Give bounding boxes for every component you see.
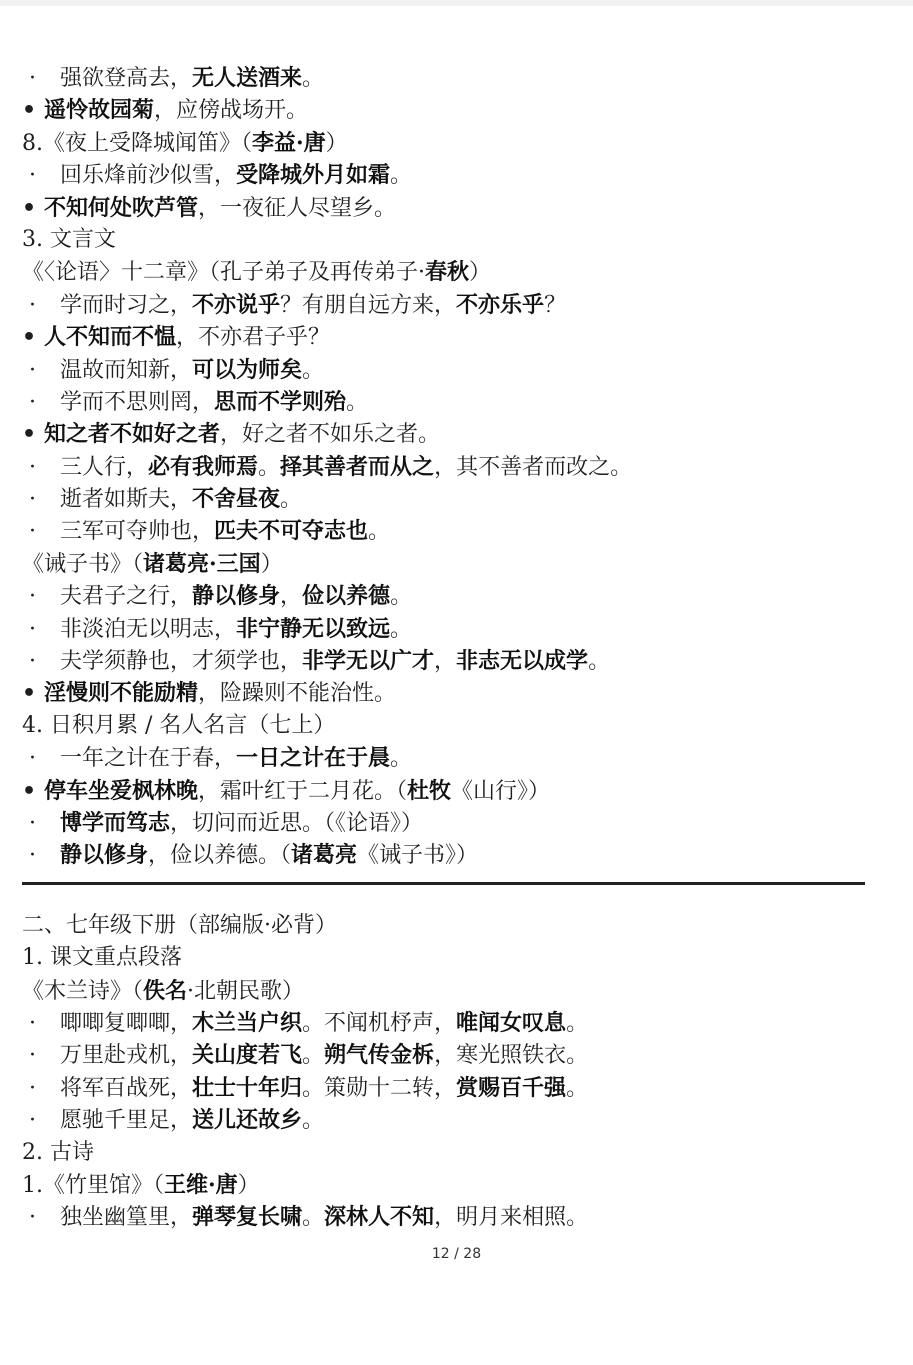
text-segment: 将军百战死，	[60, 1075, 193, 1101]
emphasized-text: 一日之计在于晨	[236, 745, 391, 772]
text-segment: 温故而知新，	[60, 357, 193, 383]
text-segment: 二、七年级下册（部编版·必背）	[22, 912, 337, 938]
text-segment: 。	[302, 357, 325, 383]
text-segment: 。	[346, 389, 369, 415]
emphasized-text: 择其善者而从之	[280, 453, 435, 480]
text-segment: 万里赴戎机，	[60, 1043, 193, 1069]
text-segment: 回乐烽前沙似雪，	[60, 163, 237, 189]
list-item	[22, 159, 882, 191]
section-heading	[22, 1169, 882, 1201]
bullet-marker: ·	[29, 843, 36, 869]
emphasized-text: 非学无以广才	[302, 648, 435, 675]
text-segment: 夫君子之行，	[60, 584, 193, 610]
bullet-marker: ·	[29, 810, 36, 836]
emphasized-text: 非志无以成学	[456, 648, 589, 675]
section-heading	[22, 710, 882, 742]
bullet-marker: ·	[29, 584, 36, 610]
emphasized-text: 遥怜故园菊	[44, 97, 155, 124]
emphasized-text: 诸葛亮·三国	[143, 550, 261, 577]
text-segment: ）	[260, 551, 283, 577]
emphasized-text: 送儿还故乡	[192, 1107, 303, 1134]
text-segment: 唧唧复唧唧，	[60, 1010, 193, 1036]
list-item	[22, 613, 882, 645]
text-segment: ）	[325, 130, 348, 156]
text-segment: 。	[302, 1205, 325, 1231]
list-item	[22, 418, 882, 450]
list-item	[22, 580, 882, 612]
text-segment: 。	[390, 746, 413, 772]
text-segment: 。	[566, 1075, 589, 1101]
emphasized-text: 思而不学则殆	[214, 388, 347, 415]
text-segment: ，险躁则不能治性。	[198, 681, 397, 707]
emphasized-text: 春秋	[425, 259, 470, 286]
bullet-marker: ·	[29, 1010, 36, 1036]
emphasized-text: 静以修身	[60, 842, 149, 869]
section-heading	[22, 224, 882, 256]
list-item	[22, 742, 882, 774]
text-segment: 1. 课文重点段落	[22, 945, 182, 971]
emphasized-text: 赏赐百千强	[456, 1074, 567, 1101]
text-segment: ，切问而近思。（《论语》）	[170, 810, 424, 836]
bullet-marker: ·	[29, 292, 36, 318]
emphasized-text: 不舍昼夜	[192, 486, 281, 513]
text-segment: ，好之者不如乐之者。	[220, 422, 441, 448]
list-item	[22, 289, 882, 321]
bullet-marker: •	[22, 195, 37, 221]
text-segment: 学而不思则罔，	[60, 389, 215, 415]
text-segment: 。	[368, 519, 391, 545]
list-item	[22, 807, 882, 839]
bullet-marker: •	[22, 681, 37, 707]
emphasized-text: 佚名	[143, 977, 188, 1004]
text-segment: ，	[280, 584, 303, 610]
list-item	[22, 677, 882, 709]
text-segment: ，应傍战场开。	[154, 98, 309, 124]
text-segment: ，其不善者而改之。	[434, 454, 633, 480]
text-segment: 。	[302, 1108, 325, 1134]
text-segment: ，不亦君子乎？	[176, 325, 331, 351]
list-item	[22, 1072, 882, 1104]
section-heading	[22, 942, 882, 974]
text-segment: 3. 文言文	[22, 226, 116, 252]
list-item	[22, 1104, 882, 1136]
text-segment: ，俭以养德。（	[148, 843, 292, 869]
bullet-marker: ·	[29, 163, 36, 189]
emphasized-text: 必有我师焉	[148, 453, 259, 480]
bullet-marker: ·	[29, 389, 36, 415]
bullet-marker: ·	[29, 1075, 36, 1101]
section-heading	[22, 256, 882, 288]
text-segment: 。	[390, 584, 413, 610]
text-segment: ，寒光照铁衣。	[434, 1043, 589, 1069]
section-heading	[22, 975, 882, 1007]
emphasized-text: 朔气传金柝	[324, 1042, 435, 1069]
text-segment: 。	[390, 163, 413, 189]
text-segment: 。策勋十二转，	[302, 1075, 457, 1101]
emphasized-text: 非宁静无以致远	[236, 615, 391, 642]
list-item	[22, 451, 882, 483]
bullet-marker: •	[22, 422, 37, 448]
text-segment: 夫学须静也，才须学也，	[60, 649, 303, 675]
list-item	[22, 515, 882, 547]
emphasized-text: 弹琴复长啸	[192, 1204, 303, 1231]
list-item	[22, 62, 882, 94]
emphasized-text: 无人送酒来	[192, 65, 303, 91]
bullet-marker: ·	[29, 357, 36, 383]
text-segment: 。	[302, 1043, 325, 1069]
text-segment: ，霜叶红于二月花。（	[198, 778, 408, 804]
text-segment: 愿驰千里足，	[60, 1108, 193, 1134]
emphasized-text: 壮士十年归	[192, 1074, 303, 1101]
bullet-marker: ·	[29, 1043, 36, 1069]
text-segment: 《山行》）	[451, 778, 551, 804]
emphasized-text: 唯闻女叹息	[456, 1009, 567, 1036]
text-segment: 。	[588, 649, 611, 675]
text-segment: 逝者如斯夫，	[60, 487, 193, 513]
emphasized-text: 不亦乐乎	[456, 291, 545, 318]
text-segment: 一年之计在于春，	[60, 746, 237, 772]
bullet-marker: •	[22, 325, 37, 351]
bullet-marker: ·	[29, 454, 36, 480]
emphasized-text: 深林人不知	[324, 1204, 435, 1231]
emphasized-text: 杜牧	[407, 777, 452, 804]
emphasized-text: 静以修身	[192, 583, 281, 610]
text-segment: ）	[469, 260, 492, 286]
emphasized-text: 木兰当户织	[192, 1009, 303, 1036]
emphasized-text: 可以为师矣	[192, 356, 303, 383]
text-segment: 。	[258, 454, 281, 480]
list-item	[22, 386, 882, 418]
text-segment: 。	[280, 487, 303, 513]
bullet-marker: ·	[29, 1108, 36, 1134]
text-segment: 。	[302, 66, 325, 91]
list-item	[22, 192, 882, 224]
bullet-marker: •	[22, 778, 37, 804]
text-segment: 学而时习之，	[60, 292, 193, 318]
text-segment: 《诫子书》（	[22, 551, 144, 577]
text-segment: 。不闻机杼声，	[302, 1010, 457, 1036]
list-item	[22, 354, 882, 386]
emphasized-text: 停车坐爱枫林晚	[44, 777, 199, 804]
text-segment: 《诫子书》）	[357, 843, 479, 869]
list-item	[22, 839, 882, 871]
text-segment: 2. 古诗	[22, 1139, 94, 1165]
bullet-marker: •	[22, 98, 37, 124]
section-divider	[22, 872, 882, 910]
text-segment: ？	[544, 292, 567, 318]
list-item	[22, 483, 882, 515]
bullet-marker: ·	[29, 649, 36, 675]
emphasized-text: 淫慢则不能励精	[44, 680, 199, 707]
emphasized-text: 人不知而不愠	[44, 324, 177, 351]
list-item	[22, 321, 882, 353]
emphasized-text: 知之者不如好之者	[44, 421, 221, 448]
bullet-marker: ·	[29, 66, 36, 91]
text-segment: 非淡泊无以明志，	[60, 616, 237, 642]
list-item	[22, 645, 882, 677]
text-segment: 三军可夺帅也，	[60, 519, 215, 545]
divider-line	[22, 882, 865, 885]
bullet-marker: ·	[29, 616, 36, 642]
page-number: 12 / 28	[431, 1246, 482, 1262]
emphasized-text: 关山度若飞	[192, 1042, 303, 1069]
emphasized-text: 俭以养德	[302, 583, 391, 610]
text-segment: 三人行，	[60, 454, 149, 480]
text-segment: 。	[390, 616, 413, 642]
text-segment: 。	[566, 1010, 589, 1036]
emphasized-text: 不亦说乎	[192, 291, 281, 318]
text-segment: ·北朝民歌）	[187, 978, 305, 1004]
emphasized-text: 匹夫不可夺志也	[214, 518, 369, 545]
emphasized-text: 博学而笃志	[60, 809, 171, 836]
text-segment: ？有朋自远方来，	[280, 292, 457, 318]
text-segment: 《木兰诗》（	[22, 978, 144, 1004]
text-segment: ，明月来相照。	[434, 1205, 589, 1231]
emphasized-text: 李益·唐	[252, 129, 326, 156]
list-item	[22, 775, 882, 807]
list-item	[22, 1201, 882, 1233]
text-segment: 8.《夜上受降城闻笛》（	[22, 130, 252, 156]
text-segment: 强欲登高去，	[60, 66, 193, 91]
text-segment: ）	[237, 1172, 260, 1198]
bullet-marker: ·	[29, 746, 36, 772]
text-segment: 《〈论语〉十二章》（孔子弟子及再传弟子·	[22, 260, 425, 286]
section-heading	[22, 548, 882, 580]
text-segment: 1.《竹里馆》（	[22, 1172, 164, 1198]
section-heading	[22, 127, 882, 159]
bullet-marker: ·	[29, 1205, 36, 1231]
text-segment: 独坐幽篁里，	[60, 1205, 193, 1231]
text-segment: ，	[434, 649, 457, 675]
list-item	[22, 94, 882, 126]
emphasized-text: 不知何处吹芦管	[44, 194, 199, 221]
bullet-marker: ·	[29, 487, 36, 513]
emphasized-text: 诸葛亮	[291, 842, 358, 869]
emphasized-text: 受降城外月如霜	[236, 162, 391, 189]
text-segment: ，一夜征人尽望乡。	[198, 195, 397, 221]
list-item	[22, 1039, 882, 1071]
text-segment: 4. 日积月累 / 名人名言（七上）	[22, 712, 336, 738]
document-body	[22, 62, 882, 1234]
section-heading	[22, 1137, 882, 1169]
bullet-marker: ·	[29, 519, 36, 545]
list-item	[22, 1007, 882, 1039]
emphasized-text: 王维·唐	[164, 1171, 238, 1198]
top-edge-bar	[0, 0, 913, 6]
section-heading	[22, 910, 882, 942]
